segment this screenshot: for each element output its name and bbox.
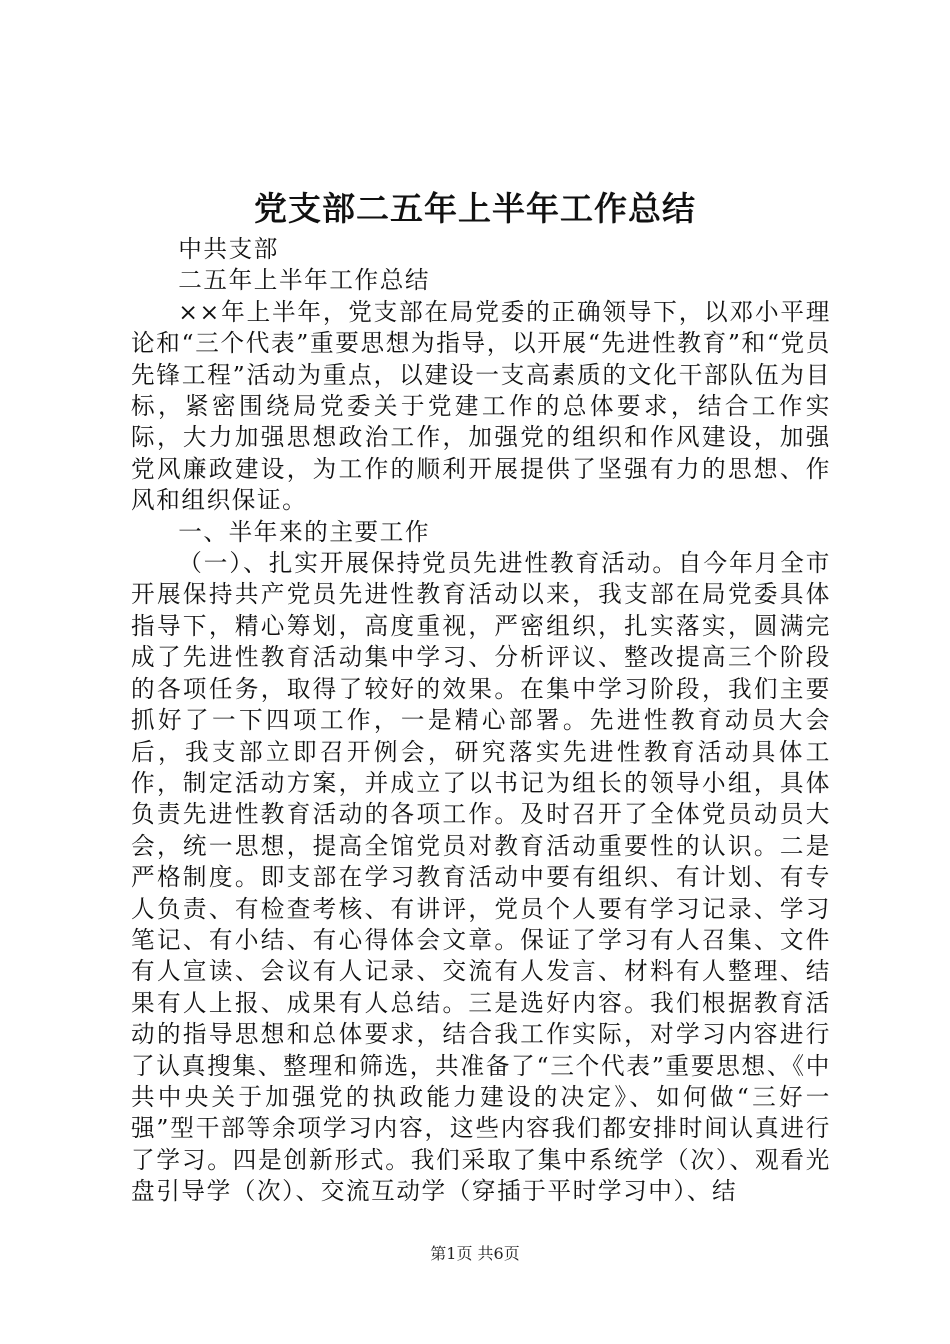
document-body xyxy=(131,234,831,1208)
section-heading: 一、半年来的主要工作 xyxy=(178,517,431,546)
document-title: 党支部二五年上半年工作总结 xyxy=(254,189,696,228)
paragraph-subtitle: 二五年上半年工作总结 xyxy=(178,266,431,295)
paragraph-org: 中共支部 xyxy=(178,235,279,263)
paragraph-section-1: （一）、扎实开展保持党员先进性教育活动。自今年月全市开展保持共产党员先进性教育活动以来，我支部在局党委具体指导下，精心筹划，高度重视，严密组织，扎实落实，圆满完成了先进性教育活动集中学习、分析评议、整改提高三个阶段的各项任务，取得了较好的效果。在集中学习阶段，我们主要抓好了一下四项工作，一是精心部署。先进性教育动员大会后，我支部立即召开例会，研究落实先进性教育活动具体工作，制定活动方案，并成立了以书记为组长的领导小组，具体负责先进性教育活动的各项工作。及时召开了全体党员动员大会，统一思想，提高全馆党员对教育活动重要性的认识。二是严格制度。即支部在学习教育活动中要有组织、有计划、有专人负责、有检查考核、有讲评，党员个人要有学习记录、学习笔记、有小结、有心得体会文章。保证了学习有人召集、文件有人宣读、会议有人记录、交流有人发言、材料有人整理、结果有人上报、成果有人总结。三是选好内容。我们根据教育活动的指导思想和总体要求，结合我工作实际，对学习内容进行了认真搜集、整理和筛选，共准备了“三个代表”重要思想、《中共中央关于加强党的执政能力建设的决定》、如何做“三好一强”型干部等余项学习内容，这些内容我们都安排时间认真进行了学习。四是创新形式。我们采取了集中系统学（次）、观看光盘引导学（次）、交流互动学（穿插于平时学习中）、结 xyxy=(131,549,831,1206)
paragraph-intro: ××年上半年，党支部在局党委的正确领导下，以邓小平理论和“三个代表”重要思想为指导，以开展“先进性教育”和“党员先锋工程”活动为重点，以建设一支高素质的文化干部队伍为目标，紧密围绕局党委关于党建工作的总体要求，结合工作实际，大力加强思想政治工作，加强党的组织和作风建设，加强党风廉政建设，为工作的顺利开展提供了坚强有力的思想、作风和组织保证。 xyxy=(131,297,831,515)
page-number: 第1页 共6页 xyxy=(430,1244,520,1263)
